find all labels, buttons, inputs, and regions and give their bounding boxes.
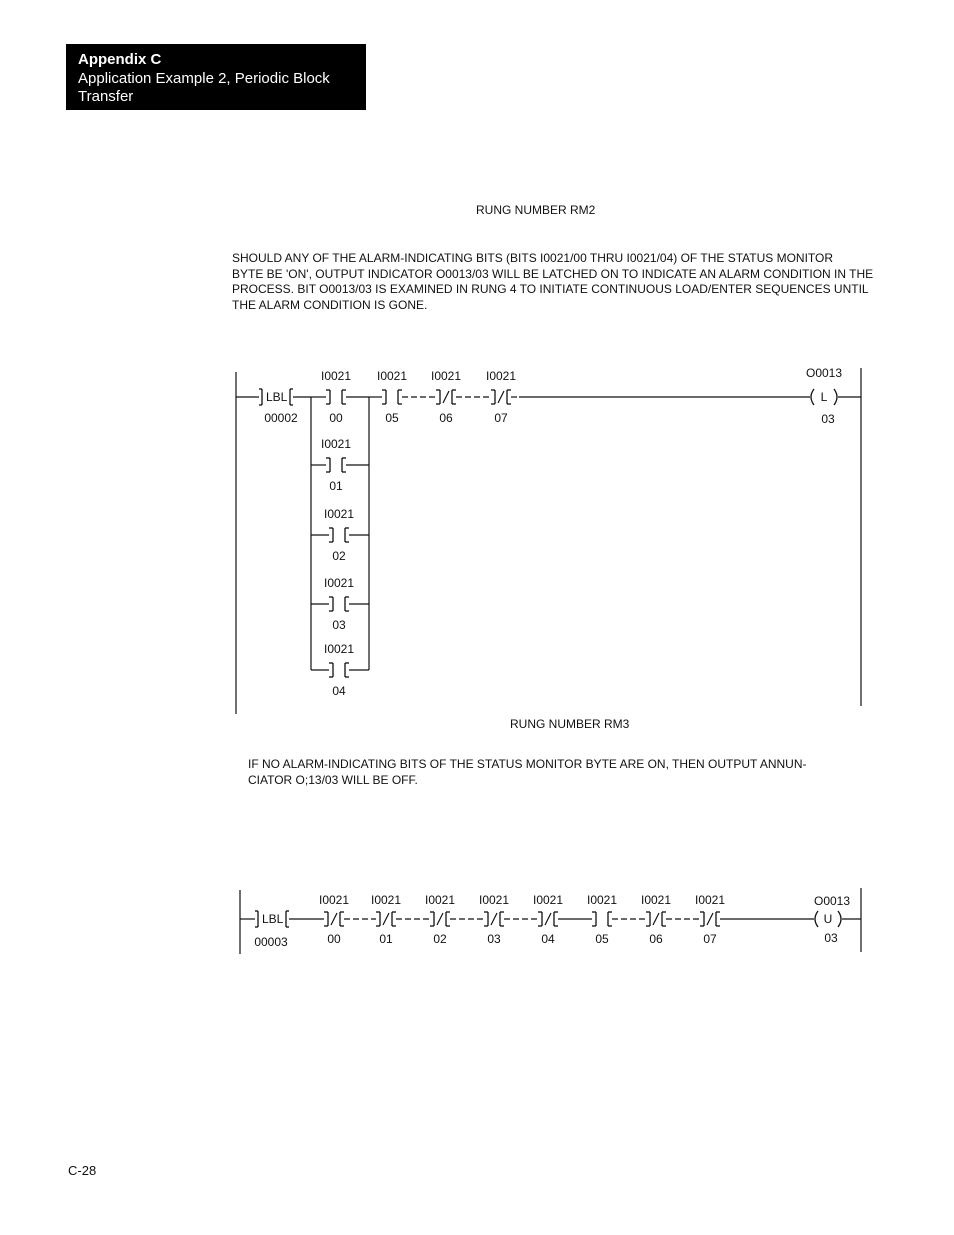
contact-bit: 01 — [329, 479, 343, 493]
rung2-description-line: BYTE BE 'ON', OUTPUT INDICATOR O0013/03 WILL BE LATCHED ON TO INDICATE AN ALARM CONDITION IN THE — [232, 266, 874, 281]
coil-address: O0013 — [813, 894, 851, 908]
contact-slash — [331, 913, 337, 925]
appendix-title: Appendix C — [78, 51, 162, 68]
rung3-description-line: CIATOR O;13/03 WILL BE OFF. — [248, 772, 418, 787]
contact-address: I0021 — [478, 893, 510, 907]
coil-letter: L — [820, 390, 828, 404]
coil-left-arc — [815, 911, 818, 927]
contact-slash — [383, 913, 389, 925]
coil-right-arc — [834, 389, 837, 405]
contact-bit: 05 — [385, 411, 399, 425]
contact-i0021-06 — [436, 390, 456, 404]
contact-bit: 07 — [703, 932, 717, 946]
rung3-diagram — [240, 888, 861, 954]
lbl-text: LBL — [262, 912, 284, 926]
contact-i0021-04 — [538, 912, 558, 926]
output-coil-latch — [811, 389, 837, 405]
contact-address: I0021 — [323, 576, 355, 590]
rung3-caption: RUNG NUMBER RM3 — [510, 717, 630, 731]
contact-bit: 04 — [541, 932, 555, 946]
contact-address: I0021 — [376, 369, 408, 383]
contact-slash — [707, 913, 713, 925]
contact-slash — [437, 913, 443, 925]
contact-i0021-02 — [430, 912, 450, 926]
contact-bit: 01 — [379, 932, 393, 946]
contact-address: I0021 — [320, 369, 352, 383]
rung2-description-line: SHOULD ANY OF THE ALARM-INDICATING BITS (BITS I0021/00 THRU I0021/04) OF THE STATUS MONITOR — [232, 251, 834, 265]
contact-i0021-02 — [329, 528, 349, 542]
contact-bit: 03 — [487, 932, 501, 946]
contact-address: I0021 — [694, 893, 726, 907]
contact-bit: 06 — [649, 932, 663, 946]
contact-address: I0021 — [532, 893, 564, 907]
rung2-description-line: PROCESS. BIT O0013/03 IS EXAMINED IN RUNG 4 TO INITIATE CONTINUOUS LOAD/ENTER SEQUENCES UNTIL — [232, 282, 869, 296]
page-number: C-28 — [68, 1163, 97, 1178]
contact-slash — [443, 391, 449, 403]
contact-i0021-05 — [382, 390, 402, 404]
coil-letter: U — [823, 912, 833, 926]
rung2-description-line: THE ALARM CONDITION IS GONE. — [232, 297, 428, 312]
lbl-number: 00003 — [254, 935, 288, 949]
lbl-text: LBL — [266, 390, 288, 404]
contact-bit: 02 — [433, 932, 447, 946]
contact-bit: 07 — [494, 411, 508, 425]
contact-i0021-00 — [324, 912, 344, 926]
coil-left-arc — [811, 389, 814, 405]
contact-i0021-01 — [326, 458, 346, 472]
contact-address: I0021 — [586, 893, 618, 907]
contact-bit: 05 — [595, 932, 609, 946]
coil-address: O0013 — [805, 366, 843, 380]
contact-i0021-07 — [700, 912, 720, 926]
contact-i0021-06 — [646, 912, 666, 926]
contact-address: I0021 — [370, 893, 402, 907]
lbl-instruction — [259, 389, 293, 405]
contact-slash — [653, 913, 659, 925]
contact-i0021-01 — [376, 912, 396, 926]
contact-address: I0021 — [318, 893, 350, 907]
contact-bit: 06 — [439, 411, 453, 425]
contact-i0021-05 — [592, 912, 612, 926]
contact-bit: 00 — [329, 411, 343, 425]
contact-address: I0021 — [430, 369, 462, 383]
lbl-number: 00002 — [264, 411, 298, 425]
contact-address: I0021 — [424, 893, 456, 907]
contact-address: I0021 — [640, 893, 672, 907]
contact-i0021-03 — [484, 912, 504, 926]
output-coil-unlatch — [815, 911, 841, 927]
contact-bit: 03 — [332, 618, 346, 632]
coil-bit: 03 — [821, 412, 835, 426]
contact-i0021-07 — [491, 390, 511, 404]
contact-address: I0021 — [323, 507, 355, 521]
contact-bit: 00 — [327, 932, 341, 946]
contact-slash — [498, 391, 504, 403]
contact-i0021-00 — [326, 390, 346, 404]
coil-right-arc — [838, 911, 841, 927]
contact-i0021-04 — [329, 663, 349, 677]
contact-slash — [545, 913, 551, 925]
contact-slash — [491, 913, 497, 925]
rung2-diagram — [236, 366, 861, 714]
coil-bit: 03 — [824, 931, 838, 945]
lbl-instruction — [255, 911, 289, 927]
appendix-subtitle: Application Example 2, Periodic Block Transfer — [78, 70, 330, 105]
contact-address: I0021 — [485, 369, 517, 383]
contact-bit: 02 — [332, 549, 346, 563]
rung2-caption: RUNG NUMBER RM2 — [476, 203, 596, 217]
rung3-description-line: IF NO ALARM-INDICATING BITS OF THE STATUS MONITOR BYTE ARE ON, THEN OUTPUT ANNUN- — [248, 757, 807, 771]
contact-bit: 04 — [332, 684, 346, 698]
contact-address: I0021 — [320, 437, 352, 451]
contact-address: I0021 — [323, 642, 355, 656]
contact-i0021-03 — [329, 597, 349, 611]
